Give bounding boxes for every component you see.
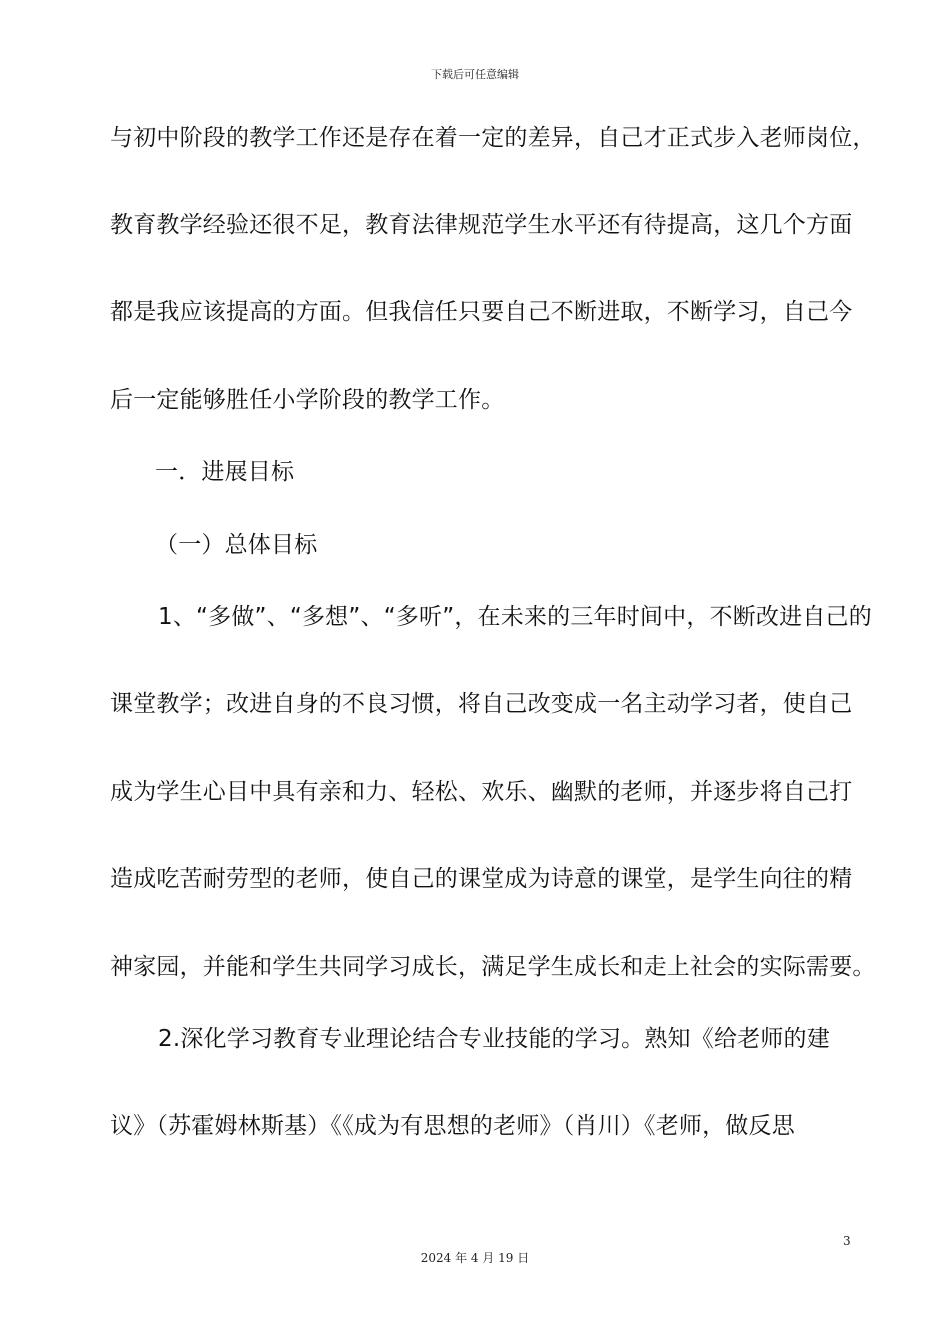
page-header: 下载后可任意编辑: [431, 68, 519, 81]
body-line: 造成吃苦耐劳型的老师，使自己的课堂成为诗意的课堂，是学生向往的精: [110, 866, 853, 892]
body-line: 神家园，并能和学生共同学习成长，满足学生成长和走上社会的实际需要。: [110, 954, 876, 980]
body-line: 1、“多做”、“多想”、“多听”，在未来的三年时间中，不断改进自己的: [158, 604, 872, 630]
footer-date: 2024 年 4 月 19 日: [420, 1251, 530, 1265]
body-line: 课堂教学；改进自身的不良习惯，将自己改变成一名主动学习者，使自己: [110, 691, 853, 717]
body-line: 2.深化学习教育专业理论结合专业技能的学习。熟知《给老师的建: [158, 1026, 830, 1052]
body-line: 后一定能够胜任小学阶段的教学工作。: [110, 387, 505, 413]
body-line: 教育教学经验还很不足，教育法律规范学生水平还有待提高，这几个方面: [110, 212, 853, 238]
subsection-heading: （一）总体目标: [155, 532, 318, 558]
body-line: 都是我应该提高的方面。但我信任只要自己不断进取，不断学习，自己今: [110, 299, 853, 325]
body-line: 成为学生心目中具有亲和力、轻松、欢乐、幽默的老师，并逐步将自己打: [110, 779, 853, 805]
body-line: 议》（苏霍姆林斯基）《《成为有思想的老师》（肖川）《老师，做反思: [110, 1113, 795, 1139]
body-line: 与初中阶段的教学工作还是存在着一定的差异，自己才正式步入老师岗位，: [110, 125, 876, 151]
section-heading: 一．进展目标: [155, 459, 295, 485]
page-number: 3: [843, 1234, 851, 1248]
